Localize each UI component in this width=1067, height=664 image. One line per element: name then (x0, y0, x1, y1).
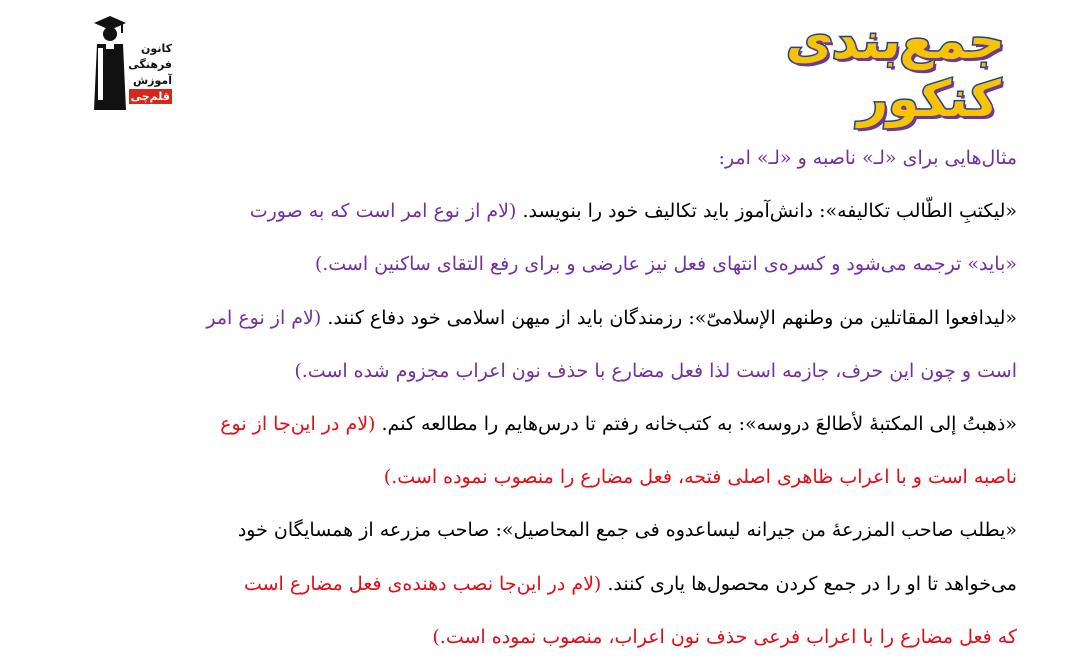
kanoon-ghalamchi-logo (90, 14, 170, 116)
jambandi-konkur-logo (652, 12, 1009, 128)
explanation-text: ناصبه است و با اعراب ظاهری اصلی فتحه، فعل مضارع را منصوب نموده است.) (383, 466, 1017, 489)
example-sentence: می‌خواهد تا او را در جمع کردن محصول‌ها یاری کنند. (601, 572, 1017, 595)
example-sentence: «لیدافعوا المقاتلین من وطنهم الإسلامیّ»: رزمندگان باید از میهن اسلامی خود دفاع کنند. (321, 306, 1017, 329)
text-line (96, 132, 1017, 185)
page-header (0, 0, 1067, 130)
publisher-logo-line: فرهنگی (128, 58, 172, 71)
text-line (96, 451, 1017, 504)
text-line (96, 292, 1017, 345)
publisher-logo-line: کانون (141, 42, 172, 55)
explanation-text: (لام از نوع امر (206, 306, 322, 329)
text-line (96, 185, 1017, 238)
explanation-text: «باید» ترجمه می‌شود و کسره‌ی انتهای فعل نیز عارضی و برای رفع التقای ساکنین است.) (314, 253, 1017, 276)
text-line (96, 611, 1017, 664)
explanation-text: (لام در این‌جا از نوع (220, 412, 376, 435)
example-sentence: «ذهبتُ إلی المکتبهٔ لأطالعَ دروسه»: به کتب‌خانه رفتم تا درس‌هایم را مطالعه کنم. (375, 412, 1017, 435)
explanation-text: (لام در این‌جا نصب دهنده‌ی فعل مضارع است (243, 572, 602, 595)
explanation-text: (لام از نوع امر است که به صورت (249, 200, 517, 223)
heading-text: مثال‌هایی برای «لـ» ناصبه و «لـ» امر: (718, 147, 1017, 169)
brand-logo-text: جمع‌بندی کنکور (784, 12, 1009, 128)
text-line (96, 504, 1017, 557)
explanation-text: است و چون این حرف، جازمه است لذا فعل مضارع با حذف نون اعراب مجزوم شده است.) (294, 359, 1017, 382)
explanation-text: که فعل مضارع را با اعراب فرعی حذف نون اعراب، منصوب نموده است.) (432, 625, 1017, 648)
text-line (96, 558, 1017, 611)
document-body (96, 132, 1017, 664)
publisher-logo-line: آموزش (133, 74, 172, 87)
text-line (96, 398, 1017, 451)
example-sentence: «لیکتبِ الطّالب تکالیفه»: دانش‌آموز باید تکالیف خود را بنویسد. (516, 200, 1017, 223)
example-sentence: «یطلب صاحب المزرعهٔ من جیرانه لیساعدوه فی جمع المحاصیل»: صاحب مزرعه از همسایگان خود (237, 519, 1017, 542)
publisher-logo-line: قلم‌چی (130, 90, 170, 103)
publisher-logo-text (122, 41, 172, 104)
text-line (96, 345, 1017, 398)
text-line (96, 238, 1017, 291)
